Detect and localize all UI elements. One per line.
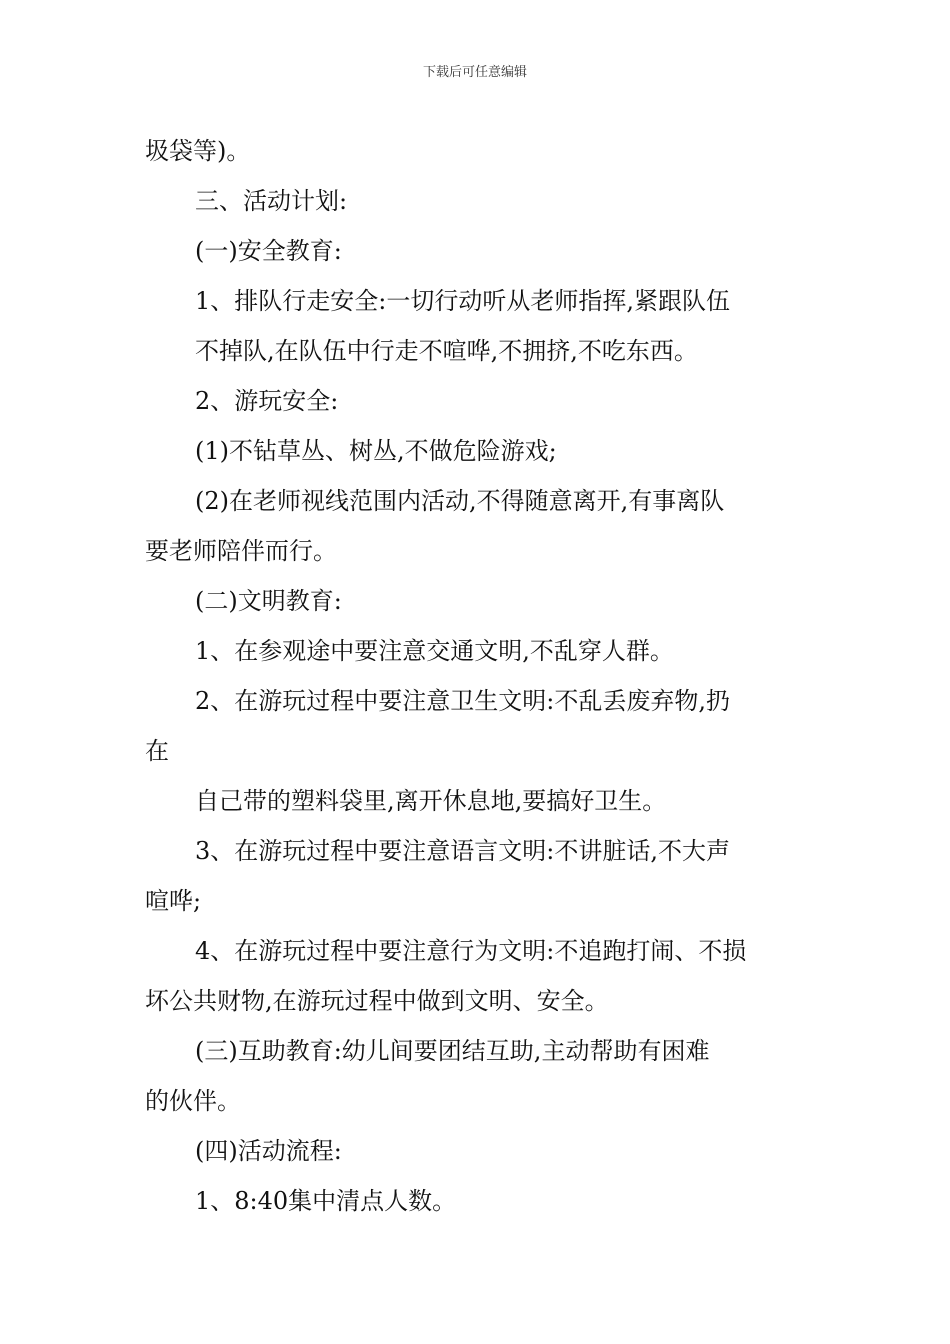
- text-line: 坏公共财物,在游玩过程中做到文明、安全。: [145, 987, 609, 1015]
- text-line: (2)在老师视线范围内活动,不得随意离开,有事离队: [195, 487, 725, 515]
- text-line: 的伙伴。: [145, 1087, 241, 1115]
- text-line: 1、排队行走安全:一切行动听从老师指挥,紧跟队伍: [195, 287, 730, 315]
- text-line: 要老师陪伴而行。: [145, 537, 337, 565]
- text-line: 3、在游玩过程中要注意语言文明:不讲脏话,不大声: [195, 837, 730, 865]
- section-heading-activity-plan: 三、活动计划:: [195, 187, 348, 215]
- subsection-heading-civility-education: (二)文明教育:: [195, 587, 342, 615]
- subsection-heading-safety-education: (一)安全教育:: [195, 237, 342, 265]
- text-line: 1、8:40集中清点人数。: [195, 1187, 457, 1215]
- text-line: 喧哗;: [145, 887, 202, 915]
- text-line: 2、在游玩过程中要注意卫生文明:不乱丢废弃物,扔: [195, 687, 730, 715]
- text-line: 不掉队,在队伍中行走不喧哗,不拥挤,不吃东西。: [195, 337, 698, 365]
- text-line: 4、在游玩过程中要注意行为文明:不追跑打闹、不损: [195, 937, 747, 965]
- subsection-heading-mutual-aid-education: (三)互助教育:幼儿间要团结互助,主动帮助有困难: [195, 1037, 710, 1065]
- subsection-heading-activity-flow: (四)活动流程:: [195, 1137, 342, 1165]
- text-line: (1)不钻草丛、树丛,不做危险游戏;: [195, 437, 557, 465]
- document-body: [145, 126, 815, 1226]
- page-header: 下载后可任意编辑: [422, 65, 527, 80]
- text-line: 自己带的塑料袋里,离开休息地,要搞好卫生。: [195, 787, 667, 815]
- text-line: 在: [145, 737, 169, 765]
- text-line: 1、在参观途中要注意交通文明,不乱穿人群。: [195, 637, 674, 665]
- text-line: 圾袋等)。: [145, 137, 251, 165]
- text-line: 2、游玩安全:: [195, 387, 339, 415]
